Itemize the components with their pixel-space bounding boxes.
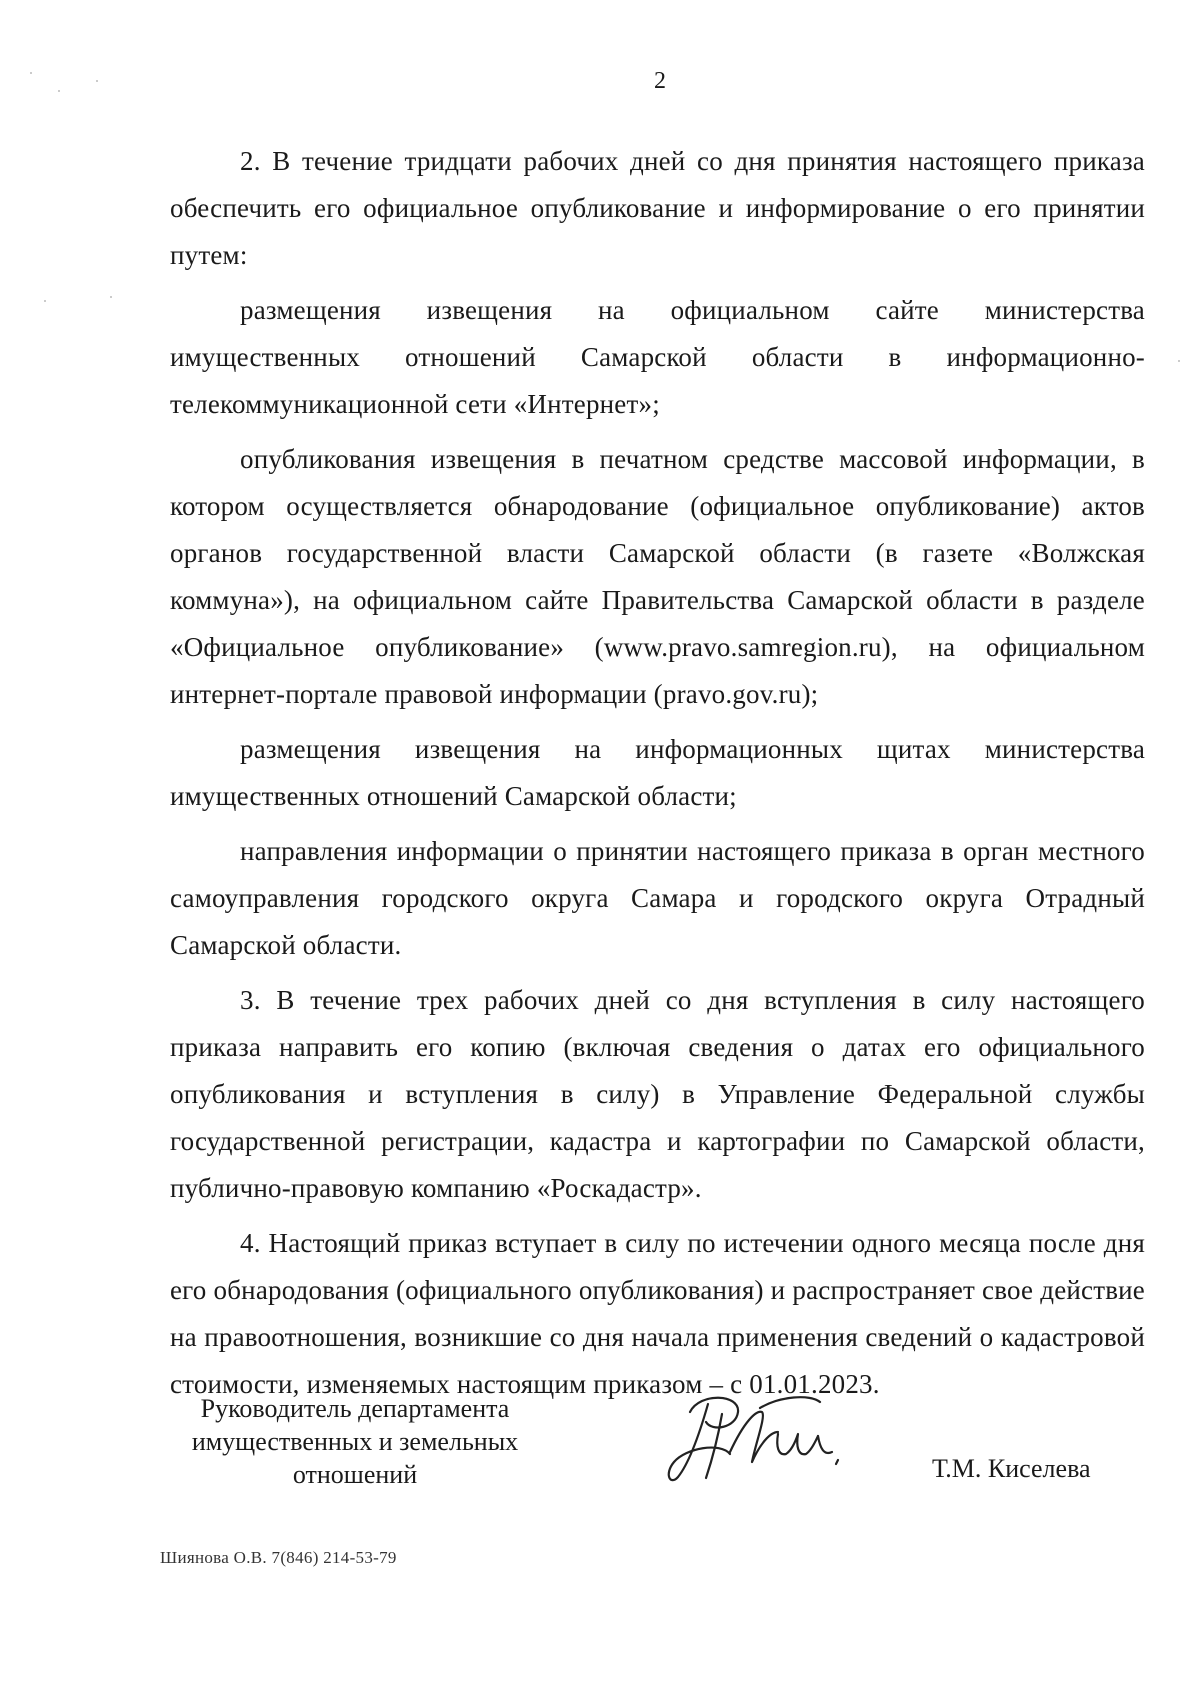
signer-name: Т.М. Киселева: [932, 1454, 1091, 1483]
paragraph-local-government: направления информации о принятии настоящего приказа в орган местного самоуправления городского округа Самара и городского округа Отрадный Самарской области.: [170, 836, 1145, 960]
signer-title-line: Руководитель департамента: [200, 1394, 510, 1423]
signature-block: [170, 1392, 1130, 1502]
paragraph-4: 4. Настоящий приказ вступает в силу по истечении одного месяца после дня его обнародования (официального опубликования) и распространяет свое действие на правоотношения, возникшие со дня начала применения сведений о кадастровой стоимости, изменяемых настоящим приказом – с 01.01.2023.: [170, 1228, 1145, 1399]
signer-title-line: отношений: [292, 1460, 418, 1489]
page-number: 2: [654, 68, 666, 94]
scan-speck: [110, 296, 112, 298]
executor-contact: Шиянова О.В. 7(846) 214-53-79: [160, 1548, 397, 1567]
scan-speck: [1178, 360, 1180, 362]
signer-title: [170, 1392, 540, 1491]
signer-title-line: имущественных и земельных: [191, 1427, 519, 1456]
paragraph-2: 2. В течение тридцати рабочих дней со дня принятия настоящего приказа обеспечить его официальное опубликование и информирование о его принятии путем:: [170, 146, 1145, 270]
paragraph-print-media: опубликования извещения в печатном средстве массовой информации, в котором осуществляется обнародование (официальное опубликование) актов органов государственной власти Самарской области (в газете «Волжская коммуна»), на официальном сайте Правительства Самарской области в разделе «Официальное опубликование» (www.pravo.samregion.ru), на официальном интернет-портале правовой информации (pravo.gov.ru);: [170, 444, 1145, 709]
paragraph-info-boards: размещения извещения на информационных щитах министерства имущественных отношений Самарской области;: [170, 734, 1145, 811]
document-body: [170, 138, 1145, 1408]
handwritten-signature: [660, 1382, 880, 1492]
paragraph-site-notice: размещения извещения на официальном сайте министерства имущественных отношений Самарской области в информационно-телекоммуникационной сети «Интернет»;: [170, 295, 1145, 419]
scan-speck: [30, 72, 32, 74]
scan-speck: [44, 300, 46, 302]
paragraph-3: 3. В течение трех рабочих дней со дня вступления в силу настоящего приказа направить его копию (включая сведения о датах его официального опубликования и вступления в силу) в Управление Федеральной службы государственной регистрации, кадастра и картографии по Самарской области, публично-правовую компанию «Роскадастр».: [170, 985, 1145, 1203]
